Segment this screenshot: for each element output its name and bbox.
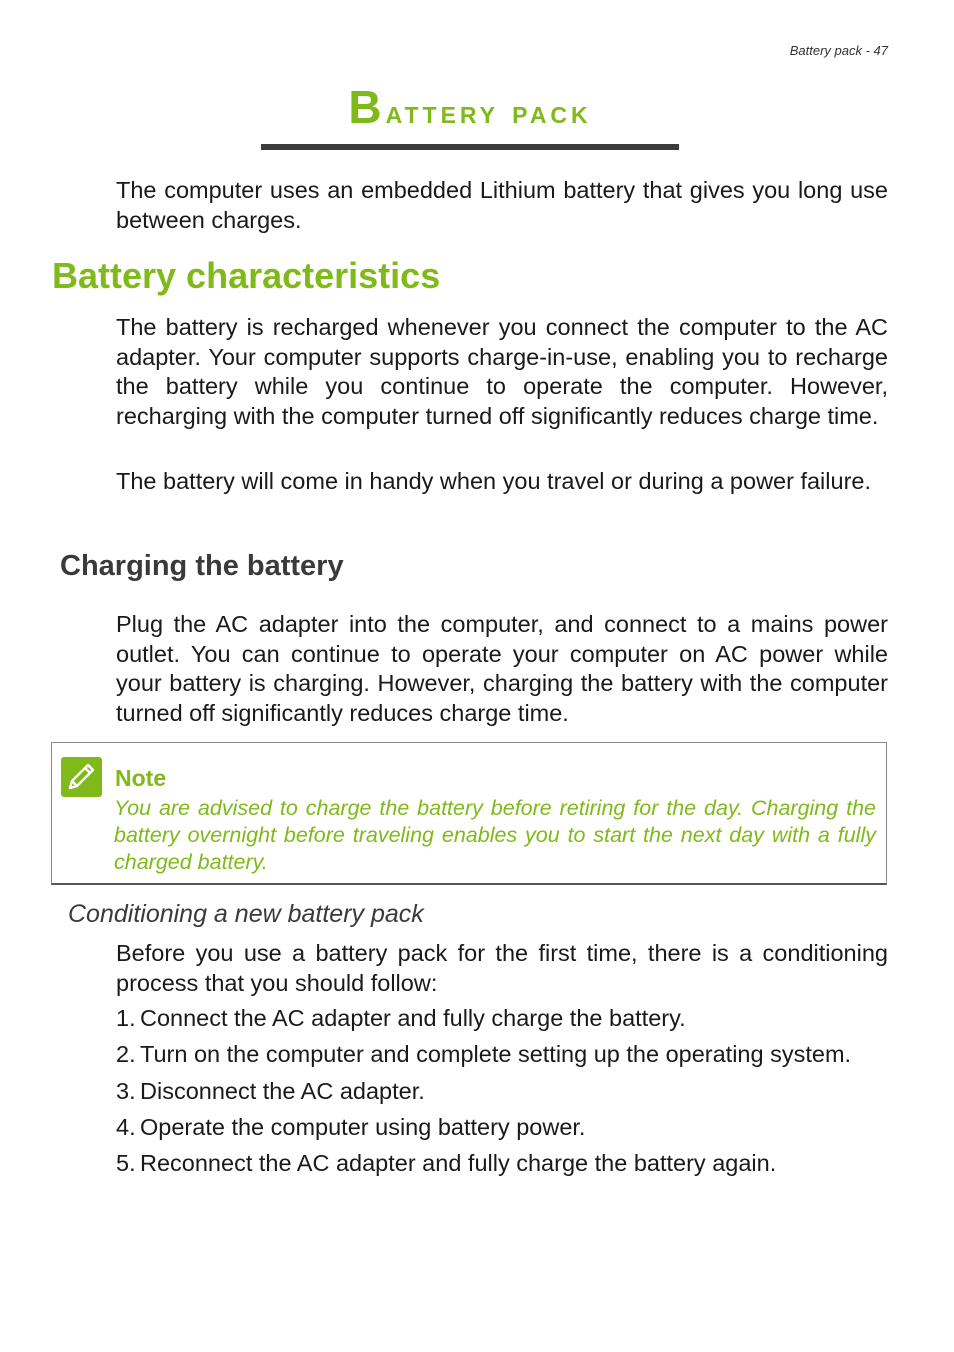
list-item: [116, 1004, 851, 1040]
chapter-title-rest: attery pack: [385, 93, 592, 130]
note-box: [51, 742, 887, 885]
title-underline: [261, 144, 679, 150]
chapter-title: [0, 80, 940, 134]
charging-paragraph: Plug the AC adapter into the computer, and connect to a mains power outlet. You can continue to operate your computer on AC power while your battery is charging. However, charging the battery with the computer turned off significantly reduces charge time.: [116, 611, 888, 726]
step-text: Connect the AC adapter and fully charge the battery.: [140, 1005, 686, 1031]
characteristics-paragraph-1: The battery is recharged whenever you connect the computer to the AC adapter. Your computer supports charge-in-use, enabling you to recharge the battery while you continue to operate the computer. However, recharging with the computer turned off significantly reduces charge time.: [116, 314, 888, 429]
conditioning-intro: Before you use a battery pack for the first time, there is a conditioning process that you should follow:: [116, 940, 888, 996]
step-text: Operate the computer using battery power.: [140, 1113, 586, 1140]
step-text: Reconnect the AC adapter and fully charge the battery again.: [140, 1150, 777, 1177]
list-item: [116, 1040, 851, 1076]
list-item: [116, 1077, 851, 1113]
section-heading-charging: Charging the battery: [60, 550, 344, 582]
step-number: 5.: [116, 1150, 136, 1177]
list-item: [116, 1149, 851, 1185]
step-text: Turn on the computer and complete setting up the operating system.: [140, 1041, 852, 1068]
section-heading-characteristics: Battery characteristics: [52, 255, 441, 296]
note-title: Note: [115, 765, 167, 791]
conditioning-steps: [116, 1004, 851, 1185]
list-item: [116, 1113, 851, 1149]
characteristics-paragraph-2: The battery will come in handy when you travel or during a power failure.: [116, 468, 871, 494]
intro-paragraph: The computer uses an embedded Lithium battery that gives you long use between charges.: [116, 177, 888, 233]
section-heading-conditioning: Conditioning a new battery pack: [68, 900, 424, 928]
pencil-icon: [61, 757, 102, 797]
step-text: Disconnect the AC adapter.: [140, 1077, 425, 1104]
note-text: You are advised to charge the battery before retiring for the day. Charging the battery overnight before traveling enables you to start the next day with a fully charged battery.: [114, 796, 876, 874]
running-head: Battery pack - 47: [789, 43, 888, 58]
chapter-title-initial: B: [348, 81, 386, 133]
step-number: 4.: [116, 1113, 136, 1140]
step-number: 1.: [116, 1005, 136, 1031]
step-number: 3.: [116, 1077, 136, 1104]
step-number: 2.: [116, 1041, 136, 1068]
